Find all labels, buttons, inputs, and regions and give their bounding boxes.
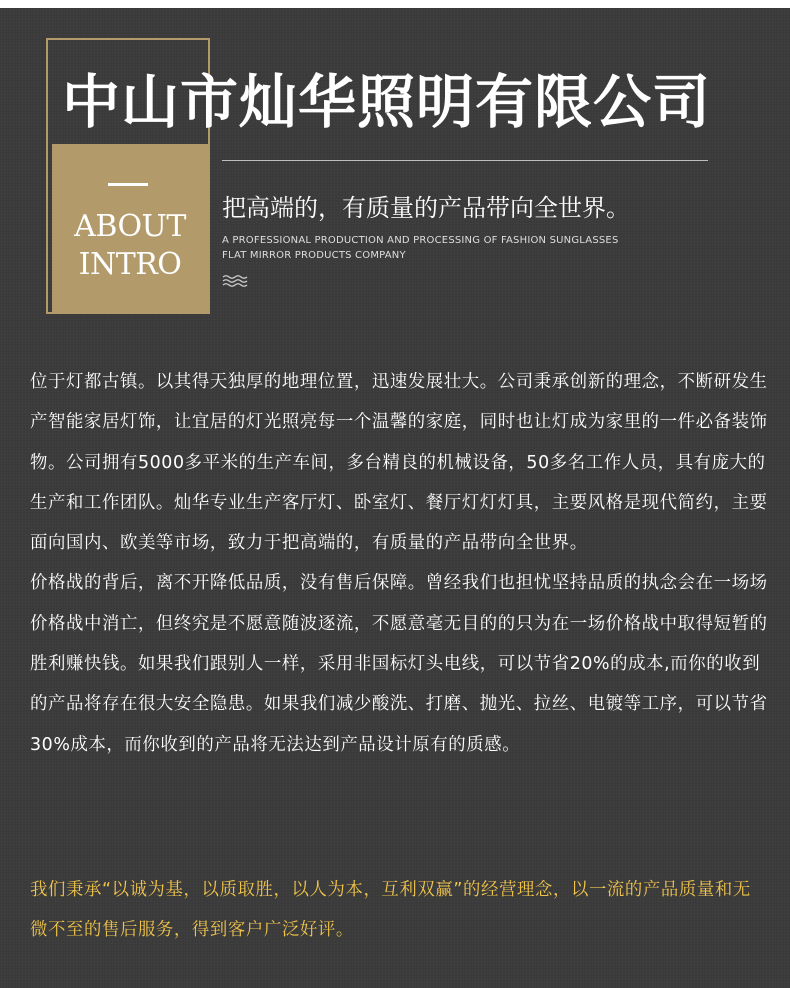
badge-dash [108,183,148,186]
philosophy-highlight: 我们秉承“以诚为基，以质取胜，以人为本，互利双赢”的经营理念，以一流的产品质量和无微不至的售后服务，得到客户广泛好评。 [30,880,751,941]
top-strip [0,0,790,8]
company-title: 中山市灿华照明有限公司 [62,68,712,136]
header-divider [222,160,708,161]
intro-paragraph-1: 位于灯都古镇。以其得天独厚的地理位置，迅速发展壮大。公司秉承创新的理念，不断研发生产智能家居灯饰，让宜居的灯光照亮每一个温馨的家庭，同时也让灯成为家里的一件必备装饰物。公司拥有5000多平米的生产车间，多台精良的机械设备，50多名工作人员，具有庞大的生产和工作团队。灿华专业生产客厅灯、卧室灯、餐厅灯灯灯具，主要风格是现代简约，主要面向国内、欧美等市场，致力于把高端的，有质量的产品带向全世界。 [30,372,768,554]
english-line-1: A PROFESSIONAL PRODUCTION AND PROCESSING OF FASHION SUNGLASSES [222,235,619,246]
about-intro-label [52,208,208,284]
wave-lines-icon [222,274,248,288]
intro-paragraph-2: 价格战的背后，离不开降低品质，没有售后保障。曾经我们也担忧坚持品质的执念会在一场场价格战中消亡，但终究是不愿意随波逐流，不愿意毫无目的的只为在一场价格战中取得短暂的胜利赚快钱。如果我们跟别人一样，采用非国标灯头电线，可以节省20%的成本,而你的收到的产品将存在很大安全隐患。如果我们减少酸洗、打磨、抛光、拉丝、电镀等工序，可以节省30%成本，而你收到的产品将无法达到产品设计原有的质感。 [30,573,768,755]
english-line-2: FLAT MIRROR PRODUCTS COMPANY [222,250,406,261]
intro-body [30,362,768,765]
english-subtitle [222,233,619,263]
intro-label: INTRO [78,247,182,282]
about-label: ABOUT [74,209,186,244]
slogan: 把高端的，有质量的产品带向全世界。 [222,194,630,222]
